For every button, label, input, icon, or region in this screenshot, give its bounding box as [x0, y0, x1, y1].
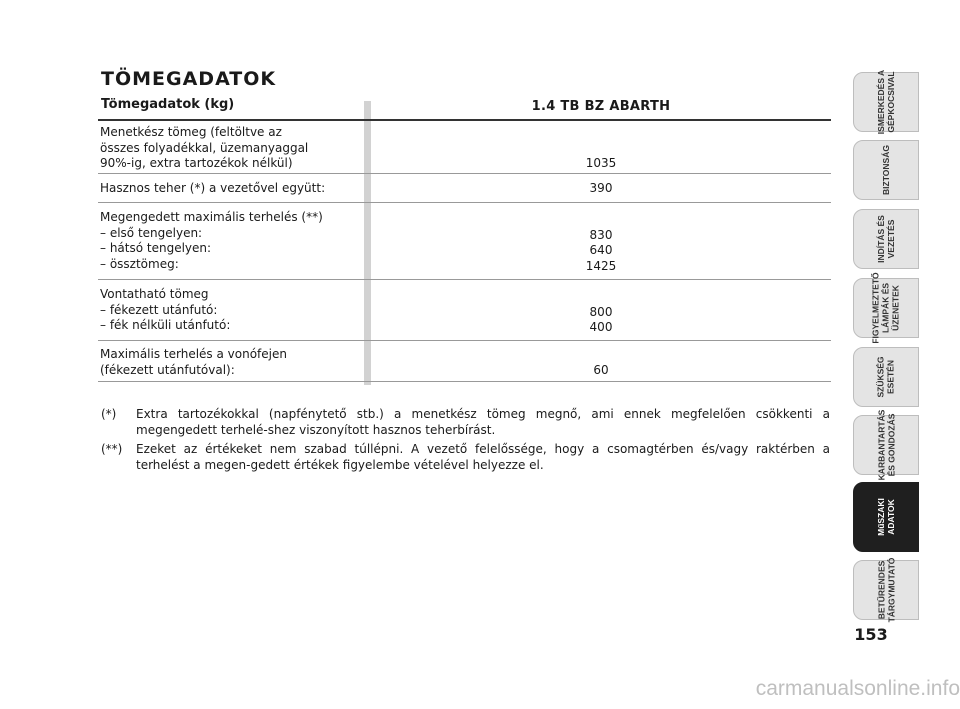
tab-label: MűSZAKI ADATOK — [876, 498, 896, 536]
row-values — [372, 181, 830, 197]
tab-technical-data[interactable] — [853, 482, 919, 552]
tab-label: BETŰRENDES TÁRGYMUTATÓ — [876, 557, 896, 623]
row-label: Menetkész tömeg (feltöltve az összes folyadékkal, üzemanyaggal 90%-ig, extra tartozékok nélkül) — [100, 125, 309, 170]
value-cell — [372, 125, 830, 141]
row-values — [372, 212, 830, 274]
value-cell — [372, 289, 830, 305]
watermark: carmanualsonline.info — [755, 677, 960, 700]
footnote-mark: (*) — [101, 407, 117, 421]
value-cell — [372, 141, 830, 157]
column-divider — [364, 101, 371, 385]
row-divider — [98, 340, 831, 341]
footnote-text: Extra tartozékokkal (napfénytető stb.) a menetkész tömeg megnő, ami ennek megfelelően csökkenti a megengedett terhelé-shez viszonyított hasznos teherbírást. — [136, 407, 830, 437]
row-divider — [98, 381, 831, 382]
footnote — [101, 407, 830, 438]
row-values — [372, 289, 830, 336]
tab-label: SZÜKSÉG ESETÉN — [876, 356, 896, 398]
page-title: TÖMEGADATOK — [101, 68, 277, 90]
value-cell: 1035 — [585, 156, 617, 170]
row-values — [372, 125, 830, 172]
row-label: Vontatható tömeg – fékezett utánfutó: – fék nélküli utánfutó: — [100, 287, 231, 332]
tab-getting-to-know[interactable] — [853, 69, 919, 135]
footnote — [101, 442, 830, 473]
tab-emergency[interactable] — [853, 347, 919, 407]
value-cell: 390 — [589, 181, 613, 195]
page-number: 153 — [854, 625, 888, 644]
footnotes — [101, 407, 830, 477]
value-cell: 400 — [589, 320, 613, 334]
footnote-text: Ezeket az értékeket nem szabad túllépni. A vezető felelőssége, hogy a csomagtérben és/vagy raktérben a terhelést a megen-gedett értékek figyelembe vételével helyezze el. — [136, 442, 830, 472]
tab-label: FIGYELMEZTETŐ LÁMPÁK ÉS ÜZENETEK — [871, 272, 901, 344]
value-cell — [372, 347, 830, 363]
tab-safety[interactable] — [853, 140, 919, 200]
table-header-rule — [98, 119, 831, 121]
tab-label: ISMERKEDÉS A GÉPKOCSIVAL — [876, 69, 897, 135]
tab-warning-lights[interactable] — [853, 272, 919, 344]
row-divider — [98, 279, 831, 280]
row-label: Hasznos teher (*) a vezetővel együtt: — [100, 181, 326, 195]
column-header: 1.4 TB BZ ABARTH — [531, 99, 671, 114]
value-cell — [372, 212, 830, 228]
value-cell: 640 — [589, 243, 613, 257]
table-header-label: Tömegadatok (kg) — [101, 97, 235, 112]
tab-starting-driving[interactable] — [853, 209, 919, 269]
tab-index[interactable] — [853, 557, 919, 623]
value-cell: 60 — [593, 362, 609, 377]
row-divider — [98, 202, 831, 203]
row-values — [372, 347, 830, 378]
tab-label: INDÍTÁS ÉS VEZETÉS — [875, 215, 896, 263]
row-label: Megengedett maximális terhelés (**) – első tengelyen: – hátsó tengelyen: – össztömeg: — [100, 210, 323, 271]
value-cell: 830 — [589, 227, 613, 242]
footnote-mark: (**) — [101, 442, 123, 456]
tab-label: BIZTONSÁG — [881, 145, 891, 195]
value-cell: 1425 — [585, 258, 617, 273]
value-cell: 800 — [589, 304, 613, 319]
row-divider — [98, 173, 831, 174]
row-label: Maximális terhelés a vonófejen (fékezett utánfutóval): — [100, 347, 287, 377]
tab-maintenance[interactable] — [853, 409, 919, 481]
tab-label: KARBANTARTÁS ÉS GONDOZÁS — [876, 409, 897, 481]
